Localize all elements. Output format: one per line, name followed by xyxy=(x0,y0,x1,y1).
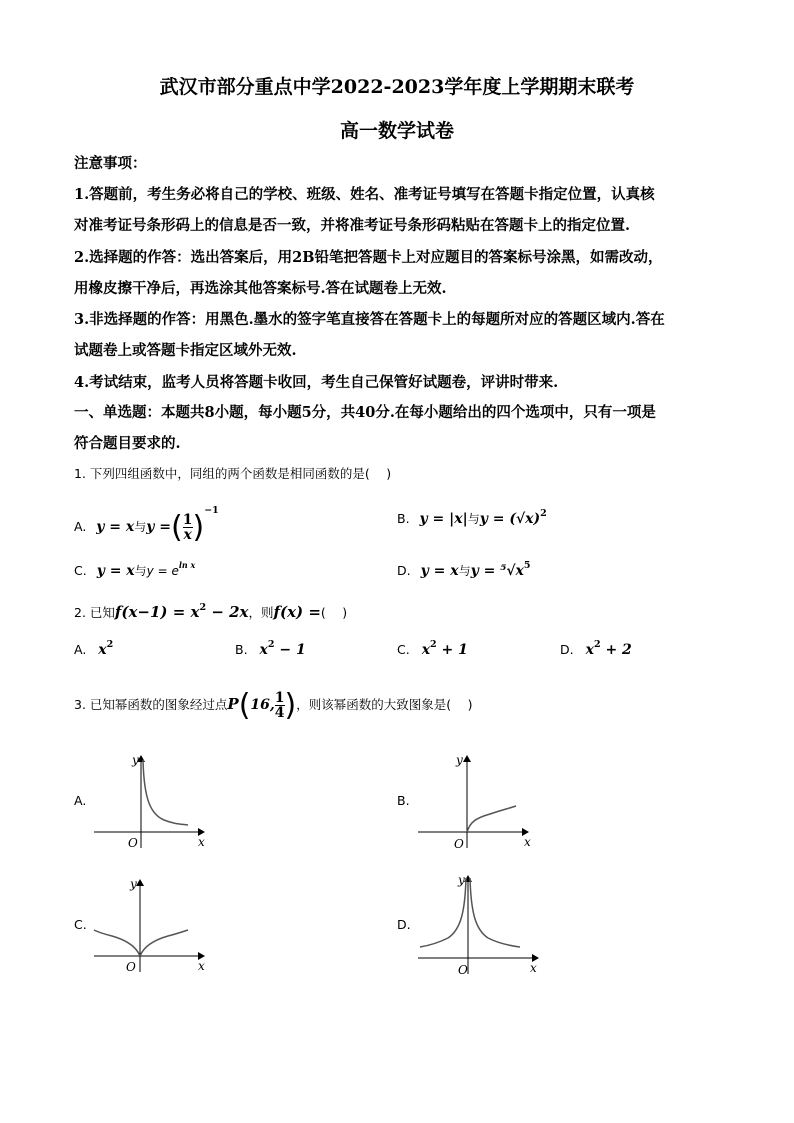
q1-d-exp: 5 xyxy=(523,560,531,571)
q1-b-right: y = (√x) xyxy=(479,511,541,527)
section-1-line-1: 一、单选题：本题共8小题，每小题5分，共40分.在每小题给出的四个选项中，只有一项是 xyxy=(74,404,656,421)
q1-c-right: y = e xyxy=(146,564,179,578)
q2-option-d xyxy=(560,639,632,658)
q3-option-b-label: B. xyxy=(397,793,410,808)
y-axis-label: y xyxy=(132,753,139,767)
q1-option-b xyxy=(397,510,547,527)
y-axis-label: y xyxy=(456,753,463,767)
q2-a-base: x xyxy=(98,642,107,658)
q2-c-tail: + 1 xyxy=(436,642,468,658)
q3-point-num: 1 xyxy=(274,690,285,706)
q2-option-a-label: A. xyxy=(74,642,87,657)
q3-stem-post: ，则该幂函数的大致图象是( ) xyxy=(296,697,473,712)
q2-stem-pre: 2. 已知 xyxy=(74,605,115,620)
q1-d-left: y = x xyxy=(420,563,459,579)
question-2-stem xyxy=(74,603,347,621)
q1-a-den: x xyxy=(183,527,192,543)
q2-option-a xyxy=(74,639,114,658)
curve-left xyxy=(94,930,140,956)
q1-option-b-label: B. xyxy=(397,511,410,526)
q2-option-d-label: D. xyxy=(560,642,574,657)
q1-a-num: 1 xyxy=(182,512,193,528)
x-axis-label: x xyxy=(524,835,531,849)
note-3-line-2: 试题卷上或答题卡指定区域外无效. xyxy=(74,342,297,359)
origin-label: O xyxy=(128,836,138,850)
curve-left xyxy=(420,878,466,947)
q2-b-exp: 2 xyxy=(267,639,275,650)
q3-graph-d xyxy=(412,868,547,978)
q1-option-d xyxy=(397,562,531,579)
y-axis-label: y xyxy=(130,877,137,891)
q3-option-a-label: A. xyxy=(74,793,87,808)
curve-right xyxy=(470,878,520,947)
q1-c-exp: ln x xyxy=(178,560,196,570)
q2-d-base: x xyxy=(585,642,594,658)
section-1-line-2: 符合题目要求的. xyxy=(74,435,181,452)
q2-a-exp: 2 xyxy=(106,639,114,650)
note-2-line-1: 2.选择题的作答：选出答案后，用2B铅笔把答题卡上对应题目的答案标号涂黑，如需改动， xyxy=(74,249,663,266)
q3-point-den: 4 xyxy=(274,705,285,721)
q1-c-with: 与 xyxy=(134,564,147,578)
q1-option-d-label: D. xyxy=(397,563,411,578)
q2-stem-math: f(x−1) = x xyxy=(114,603,200,621)
q2-c-exp: 2 xyxy=(430,639,437,650)
q1-b-left: y = |x| xyxy=(419,511,468,527)
curve xyxy=(467,806,516,832)
q3-point-x: 16, xyxy=(250,697,275,713)
q1-option-a-label: A. xyxy=(74,519,87,534)
x-axis-label: x xyxy=(198,835,205,849)
q1-b-exp: 2 xyxy=(540,508,547,519)
q1-a-fraction xyxy=(183,513,193,542)
note-1-line-2: 对准考证号条形码上的信息是否一致，并将准考证号条形码粘贴在答题卡上的指定位置. xyxy=(74,217,631,234)
q2-stem-exp: 2 xyxy=(199,602,207,613)
note-2-line-2: 用橡皮擦干净后，再选涂其他答案标号.答在试题卷上无效. xyxy=(74,280,447,297)
origin-label: O xyxy=(454,837,464,851)
q1-a-left: y = x xyxy=(96,519,135,535)
q2-b-tail: − 1 xyxy=(274,642,306,658)
q2-option-c xyxy=(397,639,468,658)
q3-graph-a xyxy=(88,748,213,853)
q1-a-with: 与 xyxy=(134,520,147,534)
note-4: 4.考试结束，监考人员将答题卡收回，考生自己保管好试题卷，评讲时带来. xyxy=(74,374,559,391)
q1-option-c-label: C. xyxy=(74,563,87,578)
q2-c-base: x xyxy=(421,642,431,658)
q1-c-left: y = x xyxy=(96,563,135,579)
q1-b-with: 与 xyxy=(467,512,480,526)
origin-label: O xyxy=(126,960,136,974)
q2-stem-math2: f(x) = xyxy=(273,603,321,621)
curve-right xyxy=(140,930,188,956)
q3-graph-c xyxy=(88,872,213,977)
origin-label: O xyxy=(458,963,468,977)
q3-stem-pre: 3. 已知幂函数的图象经过点 xyxy=(74,697,228,712)
exam-title: 武汉市部分重点中学2022-2023学年度上学期期末联考 xyxy=(159,76,635,98)
y-axis-label: y xyxy=(458,873,465,887)
q1-a-rparen: ) xyxy=(192,510,205,545)
q2-option-c-label: C. xyxy=(397,642,410,657)
q3-option-d-label: D. xyxy=(397,917,411,932)
q3-point-prefix: P xyxy=(227,695,239,713)
question-1-stem: 1. 下列四组函数中，同组的两个函数是相同函数的是( ) xyxy=(74,466,392,481)
q3-graph-b xyxy=(412,748,537,853)
q3-option-c-label: C. xyxy=(74,917,87,932)
q1-d-with: 与 xyxy=(458,564,471,578)
q1-a-lparen: ( xyxy=(171,510,183,545)
q2-stem-post: ( ) xyxy=(320,605,348,620)
q1-a-right-prefix: y = xyxy=(146,519,172,535)
q1-option-a xyxy=(74,505,219,545)
q2-d-tail: + 2 xyxy=(600,642,632,658)
x-axis-label: x xyxy=(198,959,205,973)
q3-lparen: ( xyxy=(238,688,251,723)
curve xyxy=(143,760,188,825)
q2-d-exp: 2 xyxy=(593,639,601,650)
x-axis-label: x xyxy=(530,961,537,975)
q3-point-fraction xyxy=(275,691,285,720)
note-1-line-1: 1.答题前，考生务必将自己的学校、班级、姓名、准考证号填写在答题卡指定位置，认真核 xyxy=(74,186,655,203)
q2-stem-tail: − 2x xyxy=(206,603,249,621)
q1-d-right: y = ⁵√x xyxy=(470,563,524,579)
exam-subtitle: 高一数学试卷 xyxy=(339,120,454,142)
q1-a-exp: −1 xyxy=(204,505,219,516)
notes-heading: 注意事项： xyxy=(74,155,147,172)
q2-option-b xyxy=(235,639,306,658)
q2-stem-mid: ，则 xyxy=(248,605,274,620)
q1-option-c xyxy=(74,562,195,579)
question-3-stem xyxy=(74,688,472,723)
q2-option-b-label: B. xyxy=(235,642,248,657)
q3-rparen: ) xyxy=(284,688,297,723)
note-3-line-1: 3.非选择题的作答：用黑色.墨水的签字笔直接答在答题卡上的每题所对应的答题区域内.答在 xyxy=(74,311,665,328)
q2-b-base: x xyxy=(259,642,268,658)
